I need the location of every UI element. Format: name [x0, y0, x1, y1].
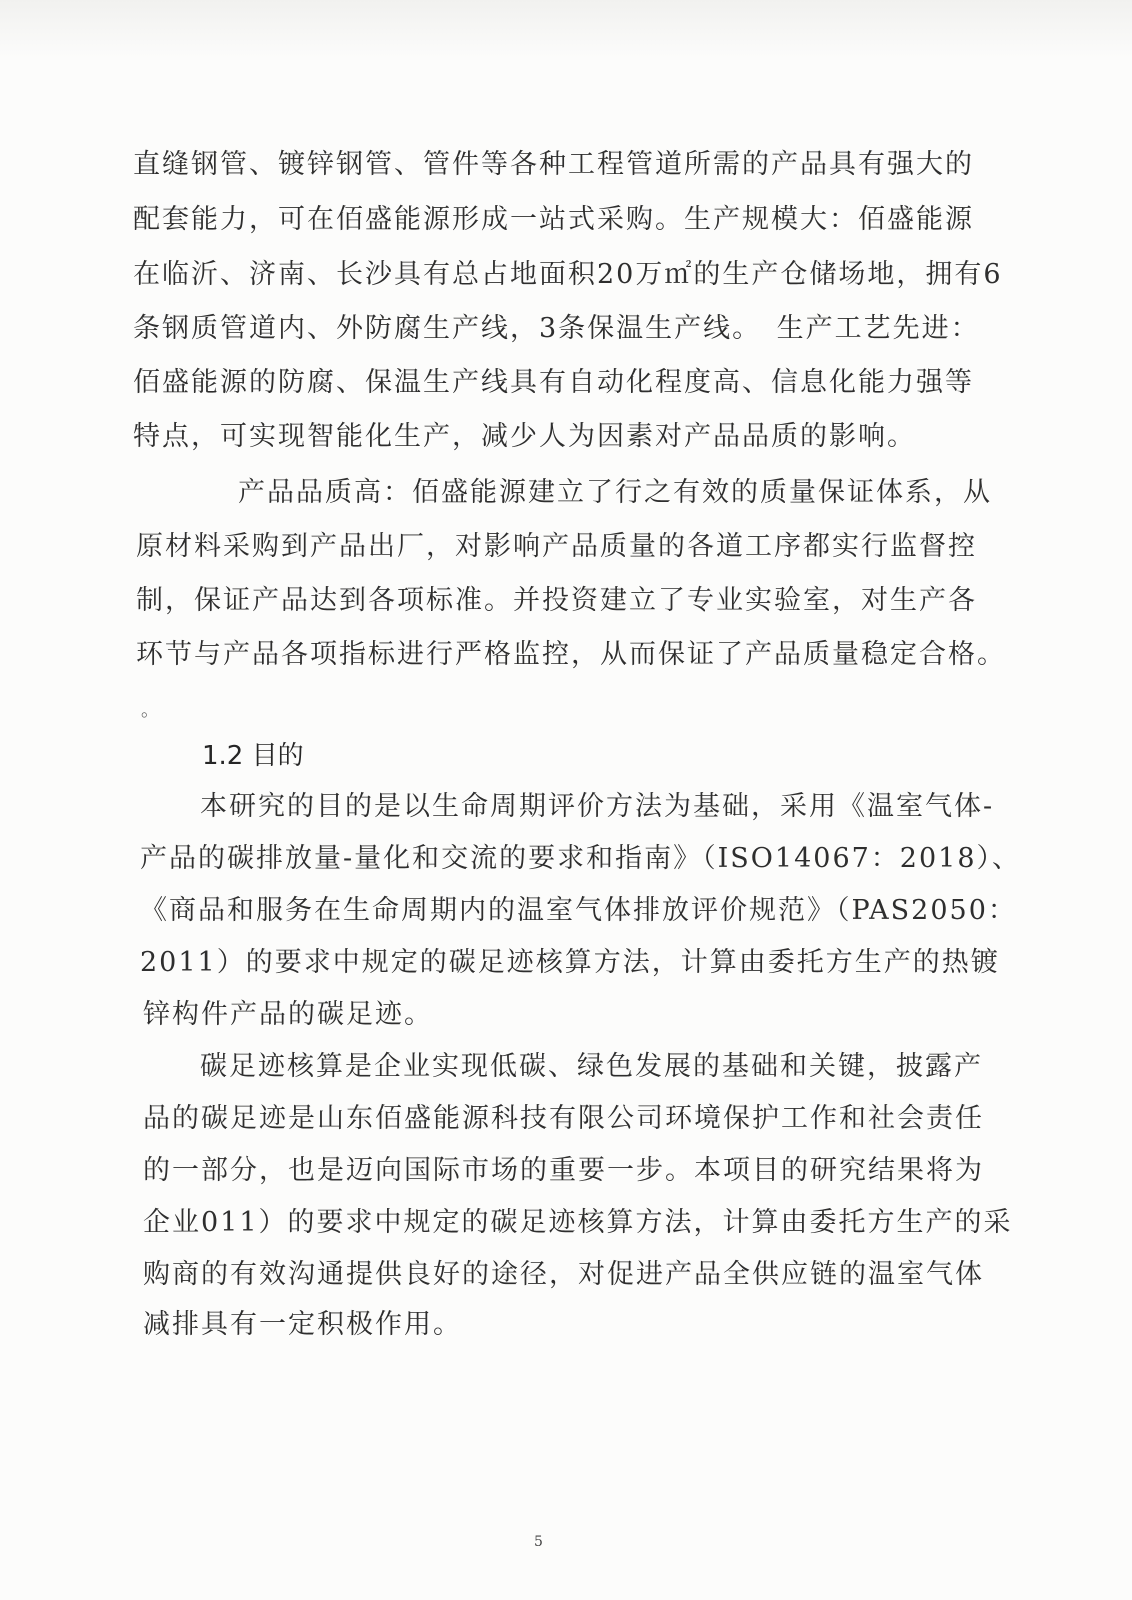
page-number: 5: [534, 1534, 543, 1550]
line-inner: 条钢质管道内、外防腐生产线，3条保温生产线。 生产工艺先进：: [133, 313, 980, 344]
line-inner: 的一部分，也是迈向国际市场的重要一步。本项目的研究结果将为: [143, 1155, 984, 1186]
line-inner: 企业011）的要求中规定的碳足迹核算方法，计算由委托方生产的采: [143, 1207, 1013, 1238]
line-inner: 原材料采购到产品出厂，对影响产品质量的各道工序都实行监督控: [136, 531, 977, 562]
line-inner: 《商品和服务在生命周期内的温室气体排放评价规范》（PAS2050：: [140, 895, 1017, 926]
line-inner: 2011）的要求中规定的碳足迹核算方法，计算由委托方生产的热镀: [140, 947, 1000, 978]
line-inner: 直缝钢管、镀锌钢管、管件等各种工程管道所需的产品具有强大的: [133, 149, 974, 180]
line-inner: 产品的碳排放量-量化和交流的要求和指南》（ISO14067：2018）、: [140, 843, 1022, 874]
line-inner: 环节与产品各项指标进行严格监控，从而保证了产品质量稳定合格。: [136, 639, 1006, 670]
stray-punctuation: 。: [141, 700, 159, 721]
line-inner: 特点，可实现智能化生产，减少人为因素对产品品质的影响。: [133, 421, 916, 452]
scan-top-edge: [0, 0, 1132, 58]
line-inner: 本研究的目的是以生命周期评价方法为基础，采用《温室气体-: [200, 791, 995, 822]
line-inner: 碳足迹核算是企业实现低碳、绿色发展的基础和关键，披露产: [200, 1051, 983, 1082]
line-inner: 品的碳足迹是山东佰盛能源科技有限公司环境保护工作和社会责任: [143, 1103, 984, 1134]
line-inner: 产品品质高：佰盛能源建立了行之有效的质量保证体系，从: [238, 477, 992, 508]
line-inner: 购商的有效沟通提供良好的途径，对促进产品全供应链的温室气体: [143, 1259, 984, 1290]
section-heading: 1.2 目的: [202, 741, 304, 771]
line-inner: 锌构件产品的碳足迹。: [143, 999, 433, 1030]
line-inner: 在临沂、济南、长沙具有总占地面积20万㎡的生产仓储场地，拥有6: [133, 259, 1003, 290]
line-inner: 配套能力，可在佰盛能源形成一站式采购。生产规模大：佰盛能源: [133, 204, 974, 235]
line-inner: 佰盛能源的防腐、保温生产线具有自动化程度高、信息化能力强等: [133, 367, 974, 398]
line-inner: 减排具有一定积极作用。: [143, 1309, 462, 1340]
line-inner: 制，保证产品达到各项标准。并投资建立了专业实验室，对生产各: [136, 585, 977, 616]
